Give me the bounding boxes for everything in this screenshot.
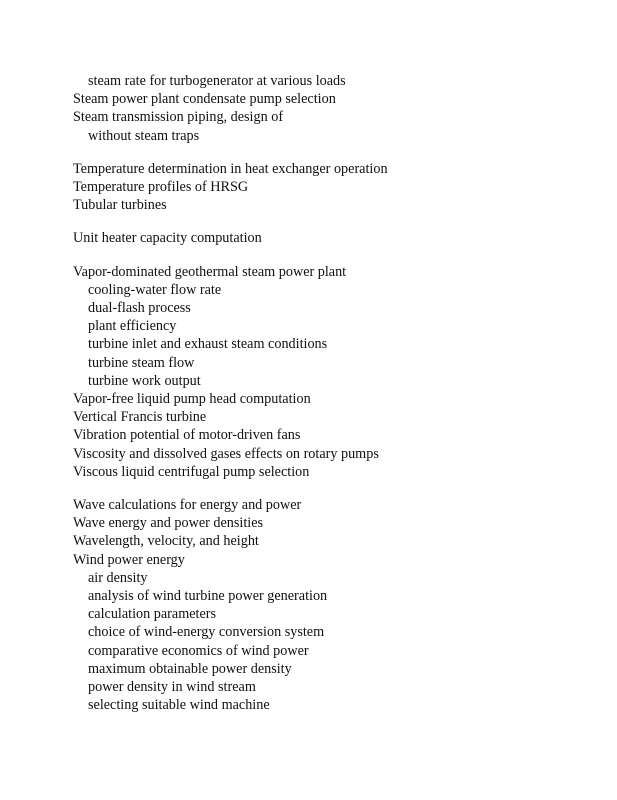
index-subentry: comparative economics of wind power	[88, 642, 309, 659]
index-entry: Temperature profiles of HRSG	[73, 179, 249, 196]
index-entry: Temperature determination in heat exchanger operation	[73, 160, 388, 177]
index-entry: Wave energy and power densities	[73, 515, 264, 532]
index-subentry: air density	[88, 569, 148, 586]
index-entry: Wave calculations for energy and power	[73, 497, 302, 514]
index-subentry: selecting suitable wind machine	[88, 697, 270, 714]
index-entry: Vibration potential of motor-driven fans	[73, 427, 301, 444]
index-subentry: turbine steam flow	[88, 354, 195, 371]
index-subentry: maximum obtainable power density	[88, 660, 292, 677]
index-entry: Vapor-free liquid pump head computation	[73, 391, 311, 408]
index-page	[73, 72, 593, 715]
index-group-u	[73, 229, 593, 247]
index-group-w	[73, 496, 593, 714]
index-entry: Unit heater capacity computation	[73, 230, 262, 247]
index-entry: Vertical Francis turbine	[73, 409, 207, 426]
index-subentry: cooling-water flow rate	[88, 281, 222, 298]
index-subentry: without steam traps	[88, 127, 200, 144]
index-entry: Steam power plant condensate pump selection	[73, 91, 336, 108]
index-subentry: choice of wind-energy conversion system	[88, 624, 325, 641]
index-group-s	[73, 72, 593, 145]
index-group-t	[73, 160, 593, 215]
index-entry: Vapor-dominated geothermal steam power plant	[73, 263, 347, 280]
index-subentry: turbine inlet and exhaust steam conditions	[88, 336, 328, 353]
index-entry: Viscosity and dissolved gases effects on rotary pumps	[73, 445, 379, 462]
index-subentry: dual-flash process	[88, 300, 191, 317]
index-subentry: calculation parameters	[88, 606, 217, 623]
index-entry: Wind power energy	[73, 551, 185, 568]
index-entry: Wavelength, velocity, and height	[73, 533, 259, 550]
index-group-v	[73, 263, 593, 481]
index-subentry: turbine work output	[88, 372, 201, 389]
index-subentry: analysis of wind turbine power generation	[88, 588, 328, 605]
index-entry: Viscous liquid centrifugal pump selection	[73, 463, 310, 480]
index-entry: Steam transmission piping, design of	[73, 109, 284, 126]
index-subentry: steam rate for turbogenerator at various loads	[88, 73, 346, 89]
index-entry: Tubular turbines	[73, 197, 167, 214]
index-subentry: power density in wind stream	[88, 679, 256, 696]
index-subentry: plant efficiency	[88, 318, 177, 335]
